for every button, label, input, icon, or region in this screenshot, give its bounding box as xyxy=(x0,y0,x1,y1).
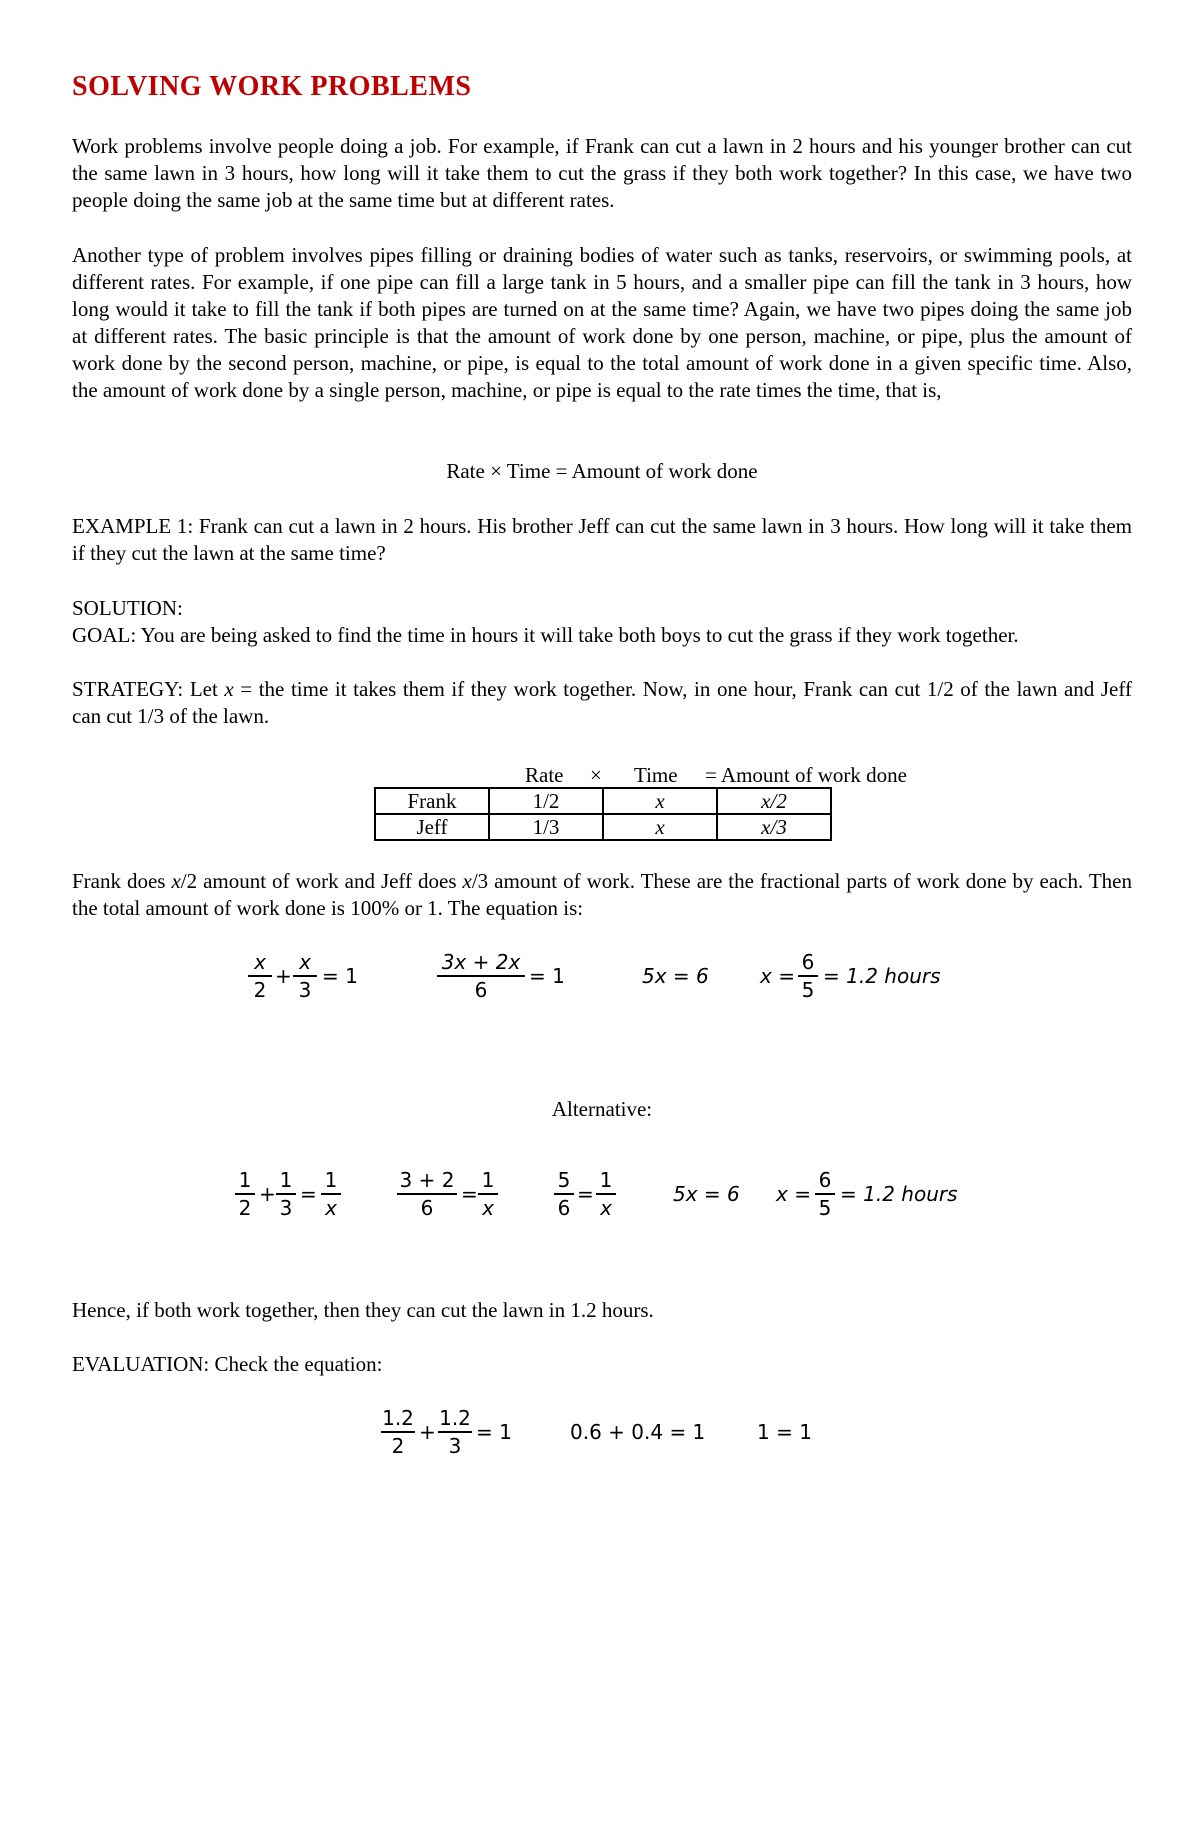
cell-name: Frank xyxy=(375,788,489,814)
equation-linear: 5x = 6 xyxy=(673,1182,740,1206)
fraction-variable-1: x xyxy=(171,869,181,893)
equation-fraction: 1 x xyxy=(596,1168,616,1220)
equation-result: = 1.2 hours xyxy=(823,964,941,988)
work-table xyxy=(374,787,832,841)
fraction-variable-2: x xyxy=(462,869,472,893)
page-title: SOLVING WORK PROBLEMS xyxy=(72,71,472,102)
strategy-text-a: STRATEGY: Let xyxy=(72,677,225,701)
equation-operator: + xyxy=(419,1420,436,1444)
fraction-text-b: /2 amount of work and Jeff does xyxy=(180,869,463,893)
alternative-label: Alternative: xyxy=(551,1097,653,1121)
cell-time: x xyxy=(603,788,717,814)
cell-amount: x/2 xyxy=(717,788,831,814)
cell-time: x xyxy=(603,814,717,840)
pipes-paragraph: Another type of problem involves pipes filling or draining bodies of water such as tanks, reservoirs, or swimming pools, at different rates. For example, if one pipe can fill a large tank in 5 hours, and a smaller pipe can fill the tank in 3 hours, how long would it take to fill the tank if both pipes are turned on at the same time? Again, we have two pipes doing the same job at different rates. The basic principle is that the amount of work done by one person, machine, or pipe, plus the amount of work done by the second person, machine, or pipe, is equal to the total amount of work done in a given specific time. Also, the amount of work done by a single person, machine, or pipe is equal to the rate times the time, that is, xyxy=(72,243,1132,402)
evaluation-label: EVALUATION: Check the equation: xyxy=(72,1352,383,1376)
equation-linear: 5x = 6 xyxy=(642,964,709,988)
strategy-text-b: = the time it takes them if they work together. Now, in one hour, Frank can cut 1/2 of the lawn and Jeff can cut 1/3 of the lawn. xyxy=(72,677,1132,728)
equation-x-equals: x = xyxy=(760,964,795,988)
equation-operator: + xyxy=(275,964,292,988)
header-time: Time xyxy=(634,763,678,787)
header-times: × xyxy=(590,763,602,787)
cell-rate: 1/3 xyxy=(489,814,603,840)
equation-rhs: = 1 xyxy=(529,964,565,988)
table-row xyxy=(375,788,831,814)
strategy-variable: x xyxy=(224,677,234,701)
fraction-text-c: /3 amount of work. These are the fractional parts of work done by each. Then the total amount of work done is 100% or 1. The equation is: xyxy=(72,869,1132,920)
intro-paragraph: Work problems involve people doing a job. For example, if Frank can cut a lawn in 2 hours and his younger brother can cut the same lawn in 3 hours, how long will it take them to cut the grass if they both work together? In this case, we have two people doing the same job at the same time but at different rates. xyxy=(72,134,1132,212)
example-paragraph: EXAMPLE 1: Frank can cut a lawn in 2 hours. His brother Jeff can cut the same lawn in 3 hours. How long will it take them if they cut the lawn at the same time? xyxy=(72,514,1132,565)
equation-fraction: x 3 xyxy=(293,950,317,1002)
equation-fraction: 3 + 2 6 xyxy=(397,1168,457,1220)
equation-operator: + xyxy=(259,1182,276,1206)
equation-x-equals: x = xyxy=(776,1182,811,1206)
cell-rate: 1/2 xyxy=(489,788,603,814)
equation-rhs: = 1 xyxy=(476,1420,512,1444)
equation-sum-check: 0.6 + 0.4 = 1 xyxy=(570,1420,706,1444)
equation-fraction: 1 3 xyxy=(276,1168,296,1220)
fraction-text-a: Frank does xyxy=(72,869,172,893)
equation-rhs: = 1 xyxy=(322,964,358,988)
equation-fraction: 5 6 xyxy=(554,1168,574,1220)
equation-fraction: 1 2 xyxy=(235,1168,255,1220)
header-rate: Rate xyxy=(525,763,564,787)
equation-fraction: 6 5 xyxy=(815,1168,835,1220)
strategy-paragraph xyxy=(72,676,1132,730)
equation-operator: = xyxy=(300,1182,317,1206)
goal-paragraph: GOAL: You are being asked to find the time in hours it will take both boys to cut the grass if they work together. xyxy=(72,623,1019,647)
table-row xyxy=(375,814,831,840)
equation-fraction: 1.2 2 xyxy=(382,1406,414,1458)
equation-fraction: 1.2 3 xyxy=(439,1406,471,1458)
equation-fraction: x 2 xyxy=(248,950,272,1002)
equation-identity: 1 = 1 xyxy=(757,1420,812,1444)
equation-fraction: 6 5 xyxy=(798,950,818,1002)
header-amount: = Amount of work done xyxy=(705,763,907,787)
work-formula: Rate × Time = Amount of work done xyxy=(446,459,758,483)
equation-operator: = xyxy=(577,1182,594,1206)
fraction-paragraph xyxy=(72,868,1132,922)
equation-fraction: 3x + 2x 6 xyxy=(437,950,525,1002)
equation-operator: = xyxy=(461,1182,478,1206)
solution-label: SOLUTION: xyxy=(72,596,183,620)
equation-fraction: 1 x xyxy=(321,1168,341,1220)
equation-fraction: 1 x xyxy=(478,1168,498,1220)
cell-name: Jeff xyxy=(375,814,489,840)
cell-amount: x/3 xyxy=(717,814,831,840)
equation-result: = 1.2 hours xyxy=(840,1182,958,1206)
conclusion-paragraph: Hence, if both work together, then they can cut the lawn in 1.2 hours. xyxy=(72,1298,654,1322)
